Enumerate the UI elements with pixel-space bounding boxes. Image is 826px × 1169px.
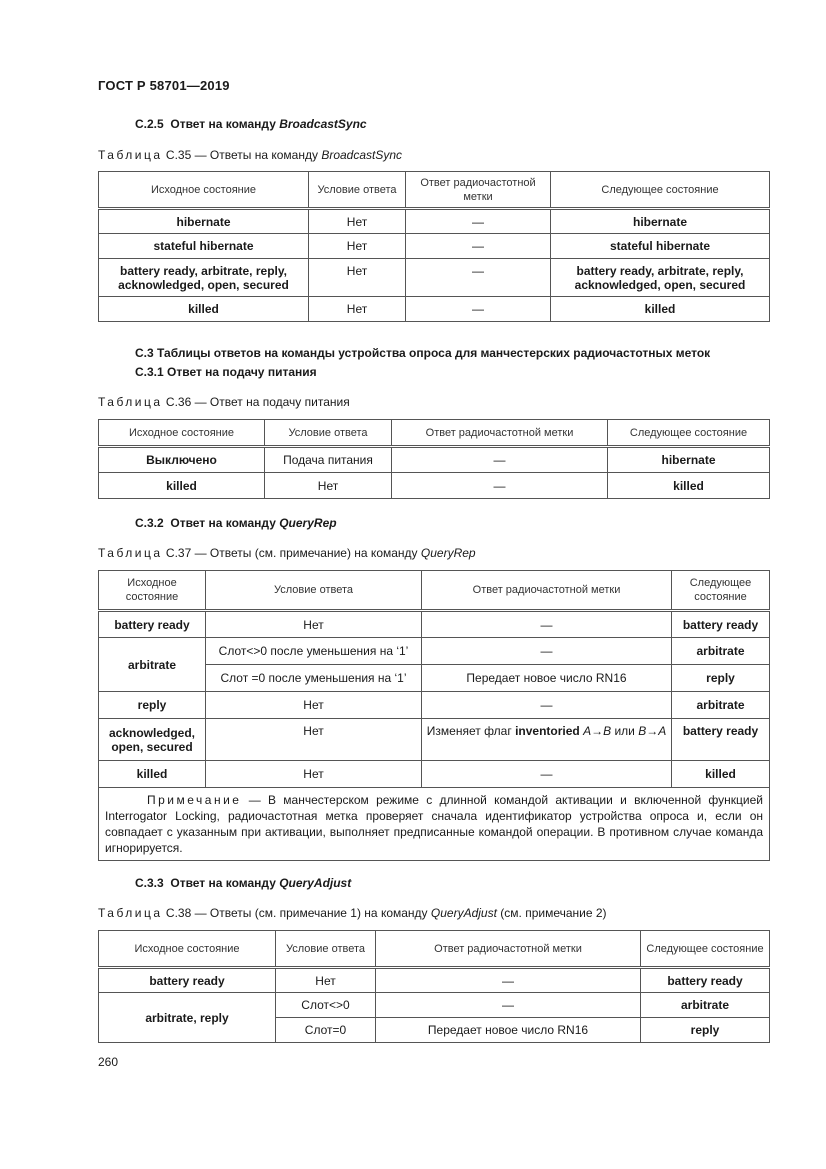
table-caption-c38: Таблица С.38 — Ответы (см. примечание 1) на команду QueryAdjust (см. примечание 2) bbox=[98, 906, 607, 920]
table-row: killed Нет — killed bbox=[99, 473, 770, 499]
column-header: Исходное состояние bbox=[99, 420, 265, 447]
column-header: Следующее состояние bbox=[551, 172, 770, 209]
table-row: reply Нет — arbitrate bbox=[99, 692, 770, 719]
column-header: Следующее состояние bbox=[608, 420, 770, 447]
table-note-row bbox=[99, 788, 770, 861]
column-header: Ответ радиочастотной метки bbox=[406, 172, 551, 209]
column-header: Условие ответа bbox=[206, 571, 422, 611]
section-heading-c31: С.3.1 Ответ на подачу питания bbox=[135, 365, 317, 379]
column-header: Исходное состояние bbox=[99, 931, 276, 968]
column-header: Исходное состояние bbox=[99, 571, 206, 611]
section-heading-c33: С.3.3 Ответ на команду QueryAdjust bbox=[135, 876, 352, 890]
table-row: Слот =0 после уменьшения на ‘1’ Передает новое число RN16 reply bbox=[99, 665, 770, 692]
column-header: Исходное состояние bbox=[99, 172, 309, 209]
table-c37 bbox=[98, 570, 770, 861]
page-number: 260 bbox=[98, 1055, 119, 1069]
section-heading-c25: С.2.5 Ответ на команду BroadcastSync bbox=[135, 117, 367, 131]
column-header: Условие ответа bbox=[309, 172, 406, 209]
table-caption-c36: Таблица С.36 — Ответ на подачу питания bbox=[98, 395, 350, 409]
table-row: killed Нет — killed bbox=[99, 297, 770, 322]
table-row: Выключено Подача питания — hibernate bbox=[99, 447, 770, 473]
column-header: Условие ответа bbox=[265, 420, 392, 447]
column-header: Ответ радиочастотной метки bbox=[422, 571, 672, 611]
table-c35 bbox=[98, 171, 770, 322]
section-heading-c3: С.3 Таблицы ответов на команды устройства опроса для манчестерских радиочастотных меток bbox=[135, 346, 711, 360]
column-header: Следующее состояние bbox=[672, 571, 770, 611]
column-header: Ответ радиочастотной метки bbox=[376, 931, 641, 968]
table-row: stateful hibernate Нет — stateful hibernate bbox=[99, 234, 770, 259]
table-row: arbitrate, reply Слот<>0 — arbitrate bbox=[99, 993, 770, 1018]
table-row: Слот=0 Передает новое число RN16 reply bbox=[99, 1018, 770, 1043]
column-header: Условие ответа bbox=[276, 931, 376, 968]
section-heading-c32: С.3.2 Ответ на команду QueryRep bbox=[135, 516, 337, 530]
response-cell: Изменяет флаг inventoried A→B или B→A bbox=[422, 719, 672, 761]
table-c38 bbox=[98, 930, 770, 1043]
table-row: acknowledged, open, secured Нет Изменяет флаг inventoried A→B или B→A battery ready bbox=[99, 719, 770, 761]
column-header: Ответ радиочастотной метки bbox=[392, 420, 608, 447]
table-c36 bbox=[98, 419, 770, 499]
table-row: battery ready Нет — battery ready bbox=[99, 611, 770, 638]
table-caption-c35: Таблица С.35 — Ответы на команду BroadcastSync bbox=[98, 148, 403, 162]
table-row: hibernate Нет — hibernate bbox=[99, 209, 770, 234]
column-header: Следующее состояние bbox=[641, 931, 770, 968]
table-row: battery ready Нет — battery ready bbox=[99, 968, 770, 993]
table-note: Примечание — В манчестерском режиме с длинной командой активации и включенной функцией Interrogator Locking, радиочастотная метка проверяет сначала идентификатор устройства опроса и, если он совпадает с указанным при активации, выполняет предписанные командой операции. В противном случае команда игнорируется. bbox=[99, 788, 770, 861]
table-caption-c37: Таблица С.37 — Ответы (см. примечание) на команду QueryRep bbox=[98, 546, 476, 560]
document-header: ГОСТ Р 58701—2019 bbox=[98, 78, 230, 93]
table-row: battery ready, arbitrate, reply, acknowledged, open, secured Нет — battery ready, arbitrate, reply, acknowledged, open, secured bbox=[99, 259, 770, 297]
table-row: killed Нет — killed bbox=[99, 761, 770, 788]
table-row: arbitrate Слот<>0 после уменьшения на ‘1’ — arbitrate bbox=[99, 638, 770, 665]
